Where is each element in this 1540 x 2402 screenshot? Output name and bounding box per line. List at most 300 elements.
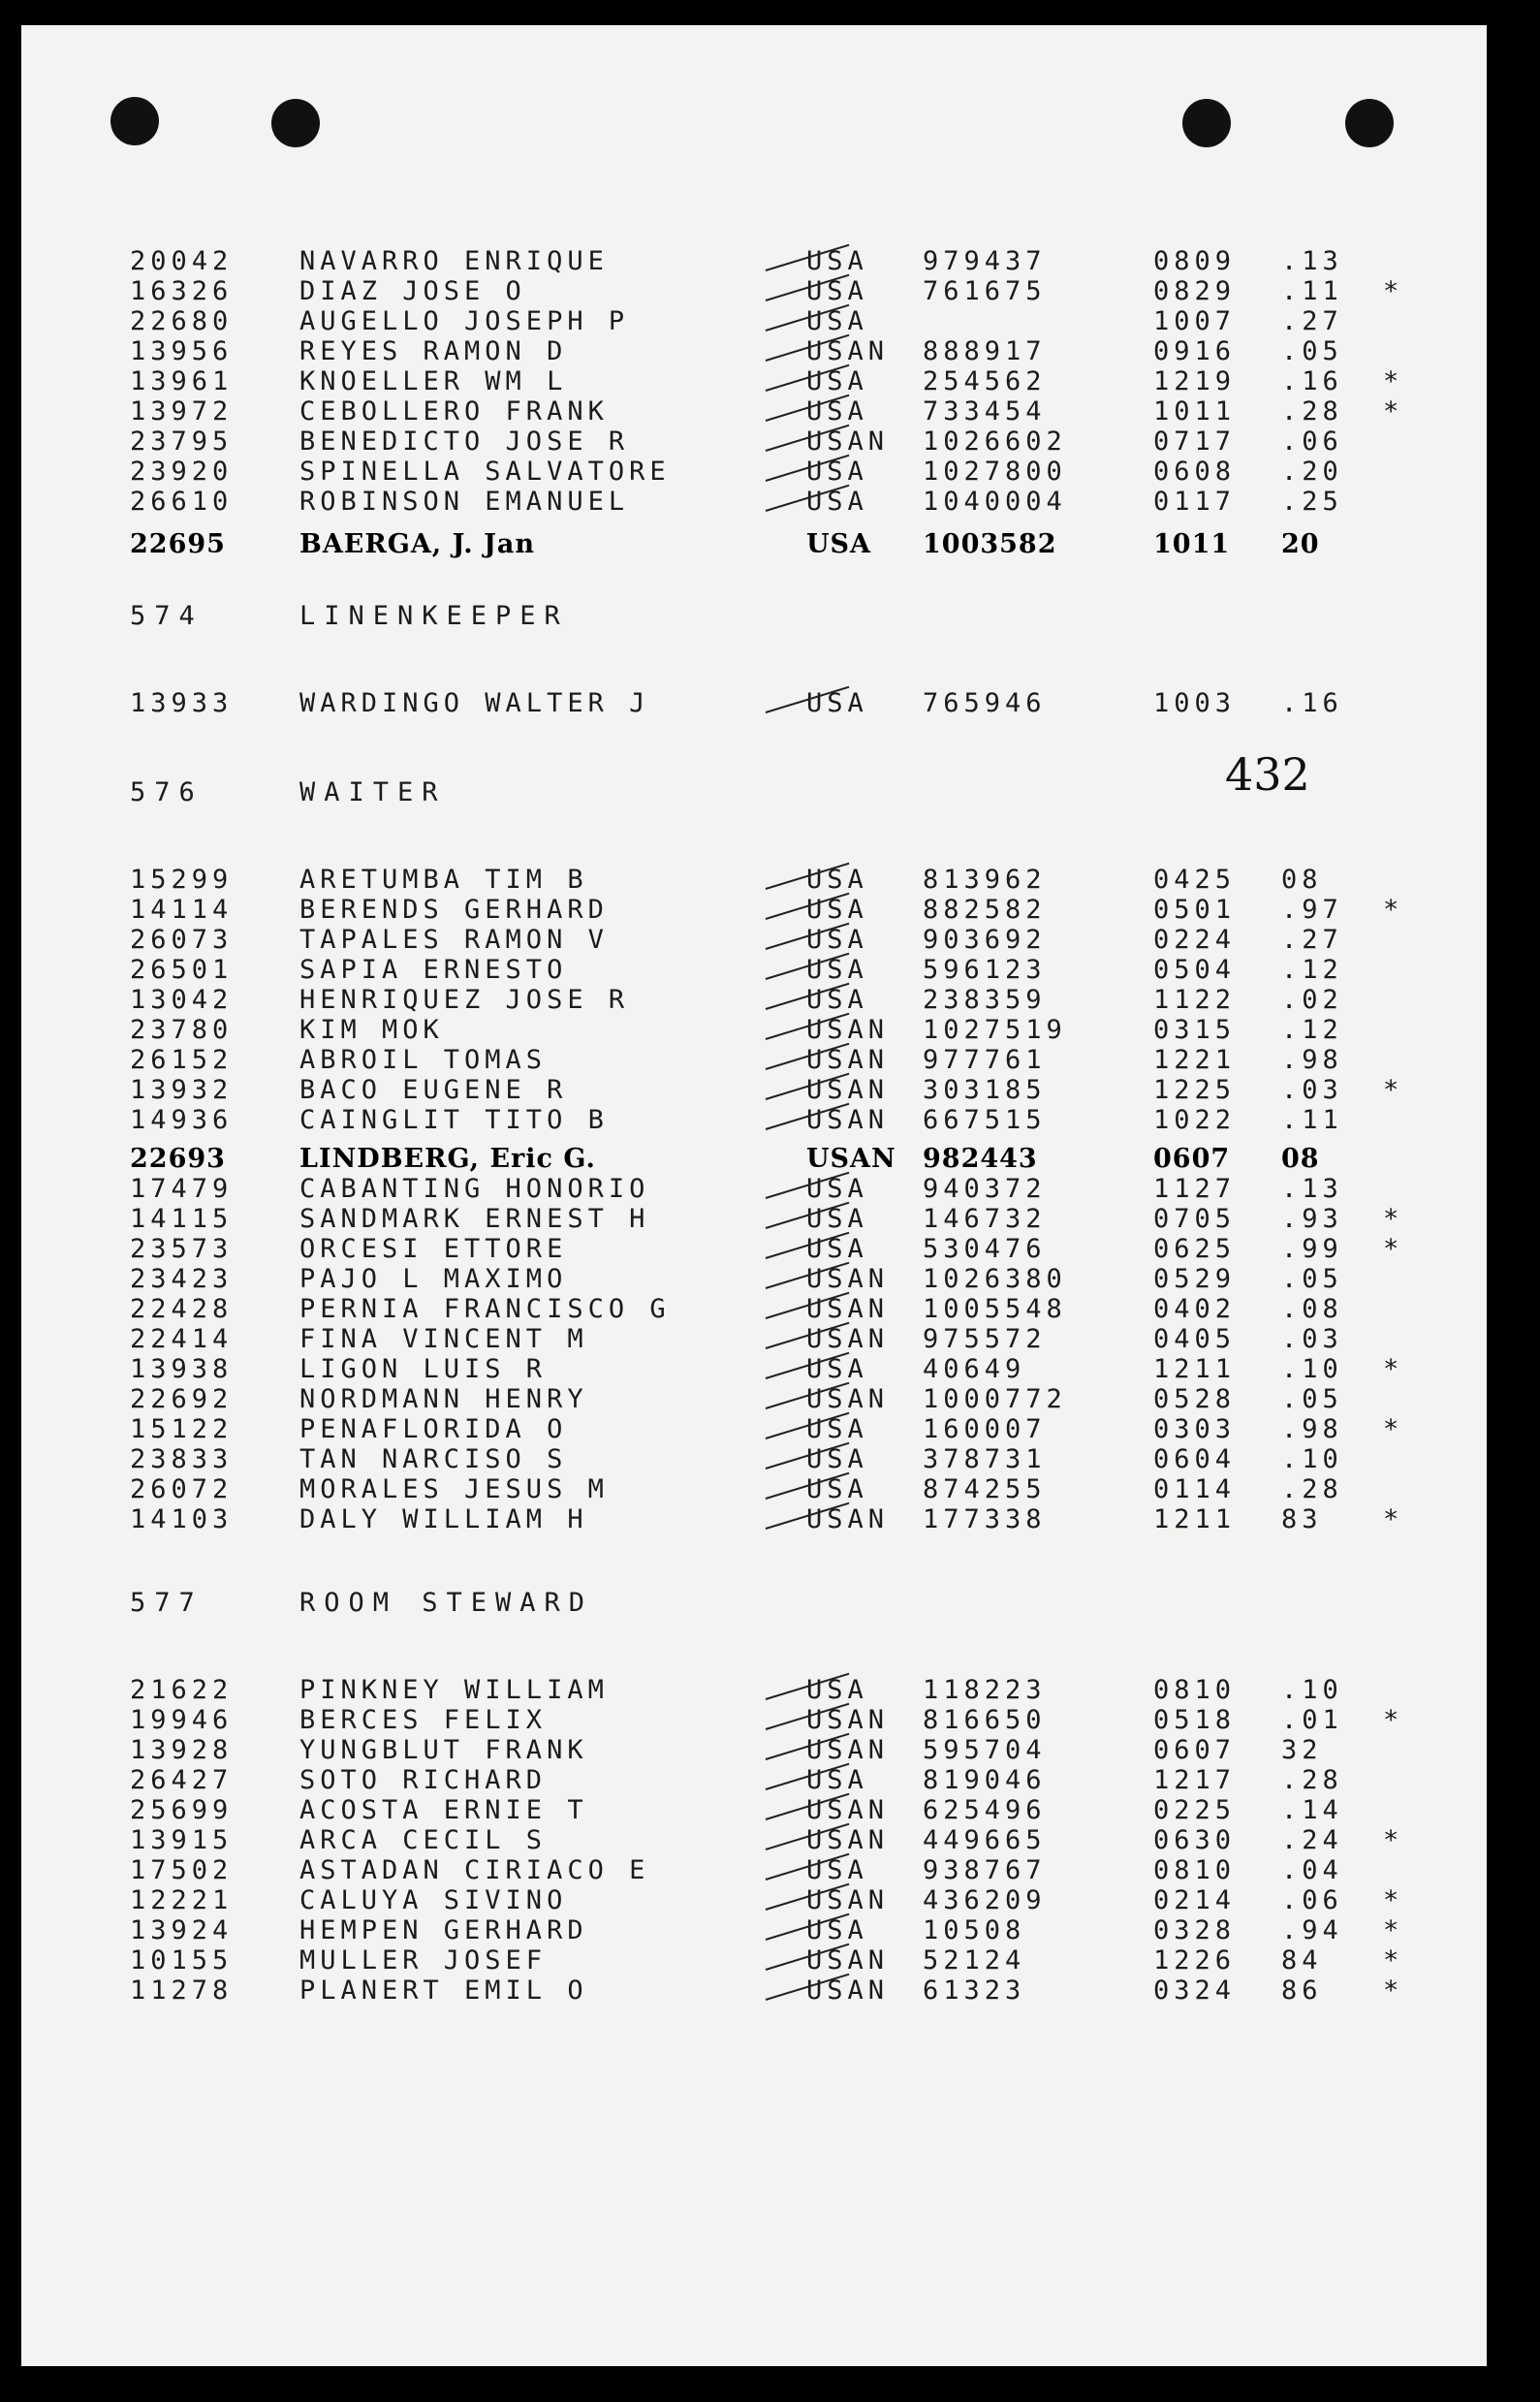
- cell-date: 0717: [1153, 427, 1237, 457]
- cell-name: PENAFLORIDA O: [299, 1414, 568, 1444]
- cell-name: TAPALES RAMON V: [299, 925, 609, 955]
- page-number: 432: [1225, 748, 1310, 801]
- cell-date: 1217: [1153, 1765, 1237, 1795]
- cell-mark: *: [1383, 1705, 1404, 1735]
- cell-name: MULLER JOSEF: [299, 1945, 548, 1975]
- cell-num: 22693: [130, 1144, 226, 1174]
- cell-val: .93: [1281, 1204, 1343, 1234]
- cell-val: .94: [1281, 1915, 1343, 1945]
- cell-date: 0328: [1153, 1915, 1237, 1945]
- cell-num: 13042: [130, 985, 234, 1015]
- cell-nat: USAN: [806, 1504, 890, 1534]
- cell-num: 17502: [130, 1855, 234, 1885]
- cell-id: 303185: [923, 1075, 1047, 1105]
- cell-val: .11: [1281, 1105, 1343, 1135]
- cell-date: 0114: [1153, 1474, 1237, 1504]
- cell-val: .98: [1281, 1414, 1343, 1444]
- cell-val: .12: [1281, 955, 1343, 985]
- cell-nat: USAN: [806, 1825, 890, 1855]
- cell-num: 22695: [130, 529, 226, 559]
- cell-mark: *: [1383, 1354, 1404, 1384]
- table-row: [21, 487, 1487, 518]
- table-row: [21, 1504, 1487, 1535]
- cell-date: 0625: [1153, 1234, 1237, 1264]
- cell-num: 13972: [130, 396, 234, 427]
- cell-name: HEMPEN GERHARD: [299, 1915, 588, 1945]
- cell-val: .99: [1281, 1234, 1343, 1264]
- cell-name: DALY WILLIAM H: [299, 1504, 588, 1534]
- table-row: [21, 1975, 1487, 2007]
- cell-id: 1003582: [923, 529, 1057, 559]
- cell-date: 0324: [1153, 1975, 1237, 2006]
- cell-id: 667515: [923, 1105, 1047, 1135]
- cell-nat: USAN: [806, 1015, 890, 1045]
- cell-num: 26152: [130, 1045, 234, 1075]
- cell-date: 0916: [1153, 336, 1237, 366]
- cell-nat: USAN: [806, 1144, 896, 1174]
- cell-num: 11278: [130, 1975, 234, 2006]
- cell-name: PAJO L MAXIMO: [299, 1264, 568, 1294]
- table-row: [21, 1915, 1487, 1946]
- cell-id: 436209: [923, 1885, 1047, 1915]
- cell-name: CAINGLIT TITO B: [299, 1105, 609, 1135]
- table-row: [21, 1765, 1487, 1796]
- section-title: WAITER: [299, 777, 447, 807]
- cell-name: PLANERT EMIL O: [299, 1975, 588, 2006]
- cell-date: 0607: [1153, 1735, 1237, 1765]
- cell-name: LIGON LUIS R: [299, 1354, 548, 1384]
- cell-val: .24: [1281, 1825, 1343, 1855]
- table-row: [21, 336, 1487, 367]
- cell-date: 0607: [1153, 1144, 1231, 1174]
- cell-date: 0214: [1153, 1885, 1237, 1915]
- cell-num: 23423: [130, 1264, 234, 1294]
- cell-date: 0405: [1153, 1324, 1237, 1354]
- section-code: 577: [130, 1588, 204, 1618]
- cell-name: MORALES JESUS M: [299, 1474, 609, 1504]
- cell-id: 1027519: [923, 1015, 1067, 1045]
- cell-id: 733454: [923, 396, 1047, 427]
- table-row: [21, 1945, 1487, 1976]
- cell-nat: USA: [806, 1354, 868, 1384]
- cell-id: 177338: [923, 1504, 1047, 1534]
- table-row: [21, 1045, 1487, 1076]
- cell-num: 26072: [130, 1474, 234, 1504]
- cell-val: .10: [1281, 1444, 1343, 1474]
- cell-nat: USA: [806, 925, 868, 955]
- cell-name: AUGELLO JOSEPH P: [299, 306, 630, 336]
- cell-val: .03: [1281, 1324, 1343, 1354]
- cell-val: .13: [1281, 246, 1343, 276]
- section-title: ROOM STEWARD: [299, 1588, 594, 1618]
- table-row: [21, 1294, 1487, 1325]
- table-row: [21, 1105, 1487, 1136]
- cell-id: 254562: [923, 366, 1047, 396]
- cell-date: 1127: [1153, 1174, 1237, 1204]
- cell-num: 25699: [130, 1795, 234, 1825]
- cell-num: 22692: [130, 1384, 234, 1414]
- cell-nat: USA: [806, 1855, 868, 1885]
- cell-val: .06: [1281, 1885, 1343, 1915]
- cell-val: .98: [1281, 1045, 1343, 1075]
- cell-date: 1022: [1153, 1105, 1237, 1135]
- cell-id: 982443: [923, 1144, 1038, 1174]
- cell-id: 1005548: [923, 1294, 1067, 1324]
- cell-date: 0117: [1153, 487, 1237, 517]
- cell-mark: *: [1383, 276, 1404, 306]
- cell-date: 0528: [1153, 1384, 1237, 1414]
- cell-name: YUNGBLUT FRANK: [299, 1735, 588, 1765]
- cell-date: 1003: [1153, 688, 1237, 718]
- cell-date: 0829: [1153, 276, 1237, 306]
- cell-val: .02: [1281, 985, 1343, 1015]
- cell-date: 1226: [1153, 1945, 1237, 1975]
- cell-mark: *: [1383, 1945, 1404, 1975]
- cell-val: 32: [1281, 1735, 1323, 1765]
- cell-num: 23573: [130, 1234, 234, 1264]
- cell-id: 530476: [923, 1234, 1047, 1264]
- punch-hole: [1345, 99, 1394, 147]
- table-row: [21, 1675, 1487, 1706]
- cell-id: 938767: [923, 1855, 1047, 1885]
- punch-hole: [1182, 99, 1231, 147]
- cell-nat: USA: [806, 1234, 868, 1264]
- cell-num: 13933: [130, 688, 234, 718]
- cell-mark: *: [1383, 1075, 1404, 1105]
- cell-num: 22414: [130, 1324, 234, 1354]
- table-row: [21, 1015, 1487, 1046]
- cell-id: 977761: [923, 1045, 1047, 1075]
- cell-num: 14103: [130, 1504, 234, 1534]
- cell-num: 16326: [130, 276, 234, 306]
- cell-name: BERCES FELIX: [299, 1705, 548, 1735]
- cell-mark: *: [1383, 1234, 1404, 1264]
- table-row: [21, 1444, 1487, 1475]
- cell-date: 0315: [1153, 1015, 1237, 1045]
- cell-mark: *: [1383, 1414, 1404, 1444]
- section-code: 574: [130, 601, 204, 631]
- cell-val: .16: [1281, 366, 1343, 396]
- table-row: [21, 366, 1487, 397]
- cell-val: 86: [1281, 1975, 1323, 2006]
- cell-date: 0504: [1153, 955, 1237, 985]
- cell-num: 23780: [130, 1015, 234, 1045]
- cell-date: 1211: [1153, 1504, 1237, 1534]
- cell-nat: USAN: [806, 336, 890, 366]
- cell-val: .11: [1281, 276, 1343, 306]
- cell-nat: USA: [806, 1204, 868, 1234]
- cell-date: 0810: [1153, 1855, 1237, 1885]
- cell-date: 0225: [1153, 1795, 1237, 1825]
- cell-date: 0809: [1153, 246, 1237, 276]
- cell-date: 0303: [1153, 1414, 1237, 1444]
- cell-nat: USAN: [806, 1264, 890, 1294]
- cell-val: .04: [1281, 1855, 1343, 1885]
- cell-nat: USA: [806, 688, 868, 718]
- cell-mark: *: [1383, 1504, 1404, 1534]
- cell-num: 26610: [130, 487, 234, 517]
- cell-num: 26501: [130, 955, 234, 985]
- table-row: [21, 276, 1487, 307]
- cell-val: .27: [1281, 306, 1343, 336]
- cell-name: ASTADAN CIRIACO E: [299, 1855, 650, 1885]
- cell-nat: USAN: [806, 1945, 890, 1975]
- table-row: [21, 1705, 1487, 1736]
- cell-nat: USAN: [806, 1384, 890, 1414]
- cell-id: 1040004: [923, 487, 1067, 517]
- cell-nat: USA: [806, 895, 868, 925]
- cell-name: ABROIL TOMAS: [299, 1045, 548, 1075]
- cell-nat: USA: [806, 955, 868, 985]
- cell-name: CALUYA SIVINO: [299, 1885, 568, 1915]
- cell-nat: USA: [806, 246, 868, 276]
- cell-num: 13938: [130, 1354, 234, 1384]
- cell-id: 979437: [923, 246, 1047, 276]
- cell-name: KIM MOK: [299, 1015, 444, 1045]
- cell-num: 26073: [130, 925, 234, 955]
- cell-val: .10: [1281, 1675, 1343, 1705]
- cell-name: BACO EUGENE R: [299, 1075, 568, 1105]
- table-row: [21, 1384, 1487, 1415]
- cell-val: .28: [1281, 1765, 1343, 1795]
- cell-date: 1211: [1153, 1354, 1237, 1384]
- cell-mark: *: [1383, 396, 1404, 427]
- cell-name: HENRIQUEZ JOSE R: [299, 985, 630, 1015]
- cell-nat: USAN: [806, 1294, 890, 1324]
- cell-num: 22428: [130, 1294, 234, 1324]
- cell-mark: *: [1383, 1915, 1404, 1945]
- cell-id: 40649: [923, 1354, 1026, 1384]
- table-row: [21, 306, 1487, 337]
- cell-name: SAPIA ERNESTO: [299, 955, 568, 985]
- cell-name: ARETUMBA TIM B: [299, 865, 588, 895]
- cell-date: 0529: [1153, 1264, 1237, 1294]
- cell-nat: USAN: [806, 1105, 890, 1135]
- cell-val: .12: [1281, 1015, 1343, 1045]
- cell-name: BENEDICTO JOSE R: [299, 427, 630, 457]
- cell-id: 903692: [923, 925, 1047, 955]
- cell-name: SPINELLA SALVATORE: [299, 457, 671, 487]
- cell-val: .16: [1281, 688, 1343, 718]
- table-row: [21, 1354, 1487, 1385]
- cell-nat: USAN: [806, 1045, 890, 1075]
- cell-date: 1225: [1153, 1075, 1237, 1105]
- table-row: [21, 1264, 1487, 1295]
- table-row: [21, 688, 1487, 719]
- table-row: [21, 1204, 1487, 1235]
- cell-num: 13932: [130, 1075, 234, 1105]
- cell-val: 83: [1281, 1504, 1323, 1534]
- table-row: [21, 1795, 1487, 1826]
- cell-id: 160007: [923, 1414, 1047, 1444]
- table-row: [21, 529, 1487, 560]
- cell-num: 13956: [130, 336, 234, 366]
- cell-id: 10508: [923, 1915, 1026, 1945]
- cell-id: 882582: [923, 895, 1047, 925]
- cell-val: .14: [1281, 1795, 1343, 1825]
- cell-id: 813962: [923, 865, 1047, 895]
- cell-name: ORCESI ETTORE: [299, 1234, 568, 1264]
- cell-val: .05: [1281, 1264, 1343, 1294]
- cell-id: 449665: [923, 1825, 1047, 1855]
- cell-val: .03: [1281, 1075, 1343, 1105]
- cell-num: 19946: [130, 1705, 234, 1735]
- cell-val: .28: [1281, 1474, 1343, 1504]
- cell-date: 1219: [1153, 366, 1237, 396]
- cell-id: 761675: [923, 276, 1047, 306]
- cell-nat: USAN: [806, 1885, 890, 1915]
- cell-nat: USA: [806, 1675, 868, 1705]
- cell-name: CABANTING HONORIO: [299, 1174, 650, 1204]
- cell-nat: USAN: [806, 1735, 890, 1765]
- cell-nat: USA: [806, 1915, 868, 1945]
- cell-val: .20: [1281, 457, 1343, 487]
- table-row: [21, 1735, 1487, 1766]
- cell-name: SANDMARK ERNEST H: [299, 1204, 650, 1234]
- cell-name: PERNIA FRANCISCO G: [299, 1294, 671, 1324]
- table-row: [21, 427, 1487, 458]
- cell-id: 940372: [923, 1174, 1047, 1204]
- section-code: 576: [130, 777, 204, 807]
- cell-nat: USA: [806, 276, 868, 306]
- cell-id: 1026602: [923, 427, 1067, 457]
- cell-date: 0402: [1153, 1294, 1237, 1324]
- cell-date: 0608: [1153, 457, 1237, 487]
- cell-mark: *: [1383, 1204, 1404, 1234]
- cell-nat: USAN: [806, 427, 890, 457]
- cell-name: NAVARRO ENRIQUE: [299, 246, 609, 276]
- cell-num: 14115: [130, 1204, 234, 1234]
- cell-name: NORDMANN HENRY: [299, 1384, 588, 1414]
- cell-nat: USAN: [806, 1324, 890, 1354]
- table-row: [21, 1855, 1487, 1886]
- cell-num: 22680: [130, 306, 234, 336]
- cell-name: CEBOLLERO FRANK: [299, 396, 609, 427]
- cell-date: 1122: [1153, 985, 1237, 1015]
- cell-nat: USA: [806, 1444, 868, 1474]
- cell-nat: USA: [806, 985, 868, 1015]
- cell-mark: *: [1383, 1975, 1404, 2006]
- cell-date: 0501: [1153, 895, 1237, 925]
- cell-val: .08: [1281, 1294, 1343, 1324]
- cell-num: 23795: [130, 427, 234, 457]
- cell-nat: USAN: [806, 1705, 890, 1735]
- cell-num: 26427: [130, 1765, 234, 1795]
- cell-id: 765946: [923, 688, 1047, 718]
- cell-mark: *: [1383, 1825, 1404, 1855]
- cell-date: 0224: [1153, 925, 1237, 955]
- cell-val: 20: [1281, 529, 1320, 559]
- cell-val: .97: [1281, 895, 1343, 925]
- cell-id: 1027800: [923, 457, 1067, 487]
- cell-name: FINA VINCENT M: [299, 1324, 588, 1354]
- cell-name: ACOSTA ERNIE T: [299, 1795, 588, 1825]
- cell-num: 13928: [130, 1735, 234, 1765]
- cell-mark: *: [1383, 1885, 1404, 1915]
- cell-val: .10: [1281, 1354, 1343, 1384]
- cell-val: 08: [1281, 1144, 1320, 1174]
- cell-nat: USAN: [806, 1795, 890, 1825]
- cell-date: 0425: [1153, 865, 1237, 895]
- cell-val: .13: [1281, 1174, 1343, 1204]
- cell-num: 13924: [130, 1915, 234, 1945]
- cell-nat: USA: [806, 306, 868, 336]
- cell-val: 08: [1281, 865, 1323, 895]
- cell-mark: *: [1383, 895, 1404, 925]
- table-row: [21, 396, 1487, 427]
- cell-num: 23833: [130, 1444, 234, 1474]
- cell-nat: USA: [806, 366, 868, 396]
- cell-date: 1011: [1153, 396, 1237, 427]
- cell-name: BAERGA, J. Jan: [299, 529, 535, 559]
- cell-num: 14114: [130, 895, 234, 925]
- cell-date: 0604: [1153, 1444, 1237, 1474]
- cell-id: 596123: [923, 955, 1047, 985]
- cell-nat: USA: [806, 1765, 868, 1795]
- cell-date: 0810: [1153, 1675, 1237, 1705]
- table-row: [21, 1174, 1487, 1205]
- cell-val: .27: [1281, 925, 1343, 955]
- document-sheet: [21, 25, 1487, 2366]
- cell-name: ARCA CECIL S: [299, 1825, 548, 1855]
- table-row: [21, 985, 1487, 1016]
- cell-name: WARDINGO WALTER J: [299, 688, 650, 718]
- cell-id: 1026380: [923, 1264, 1067, 1294]
- cell-num: 21622: [130, 1675, 234, 1705]
- cell-id: 625496: [923, 1795, 1047, 1825]
- cell-name: LINDBERG, Eric G.: [299, 1144, 596, 1174]
- table-row: [21, 865, 1487, 896]
- cell-name: DIAZ JOSE O: [299, 276, 526, 306]
- cell-val: 84: [1281, 1945, 1323, 1975]
- cell-date: 1007: [1153, 306, 1237, 336]
- table-row: [21, 895, 1487, 926]
- cell-num: 14936: [130, 1105, 234, 1135]
- cell-name: ROBINSON EMANUEL: [299, 487, 630, 517]
- cell-id: 146732: [923, 1204, 1047, 1234]
- cell-nat: USA: [806, 487, 868, 517]
- table-row: [21, 955, 1487, 986]
- cell-id: 975572: [923, 1324, 1047, 1354]
- cell-name: BERENDS GERHARD: [299, 895, 609, 925]
- table-row: [21, 1414, 1487, 1445]
- cell-id: 819046: [923, 1765, 1047, 1795]
- cell-id: 378731: [923, 1444, 1047, 1474]
- cell-val: .28: [1281, 396, 1343, 427]
- cell-num: 20042: [130, 246, 234, 276]
- section-title: LINENKEEPER: [299, 601, 569, 631]
- cell-name: REYES RAMON D: [299, 336, 568, 366]
- cell-val: .06: [1281, 427, 1343, 457]
- cell-id: 118223: [923, 1675, 1047, 1705]
- cell-val: .05: [1281, 336, 1343, 366]
- cell-nat: USA: [806, 396, 868, 427]
- cell-val: .01: [1281, 1705, 1343, 1735]
- cell-name: SOTO RICHARD: [299, 1765, 548, 1795]
- cell-date: 0630: [1153, 1825, 1237, 1855]
- cell-nat: USA: [806, 1174, 868, 1204]
- cell-val: .05: [1281, 1384, 1343, 1414]
- cell-name: KNOELLER WM L: [299, 366, 568, 396]
- cell-id: 888917: [923, 336, 1047, 366]
- cell-nat: USA: [806, 865, 868, 895]
- cell-num: 12221: [130, 1885, 234, 1915]
- cell-mark: *: [1383, 366, 1404, 396]
- cell-id: 816650: [923, 1705, 1047, 1735]
- cell-num: 13961: [130, 366, 234, 396]
- cell-id: 61323: [923, 1975, 1026, 2006]
- cell-date: 1011: [1153, 529, 1231, 559]
